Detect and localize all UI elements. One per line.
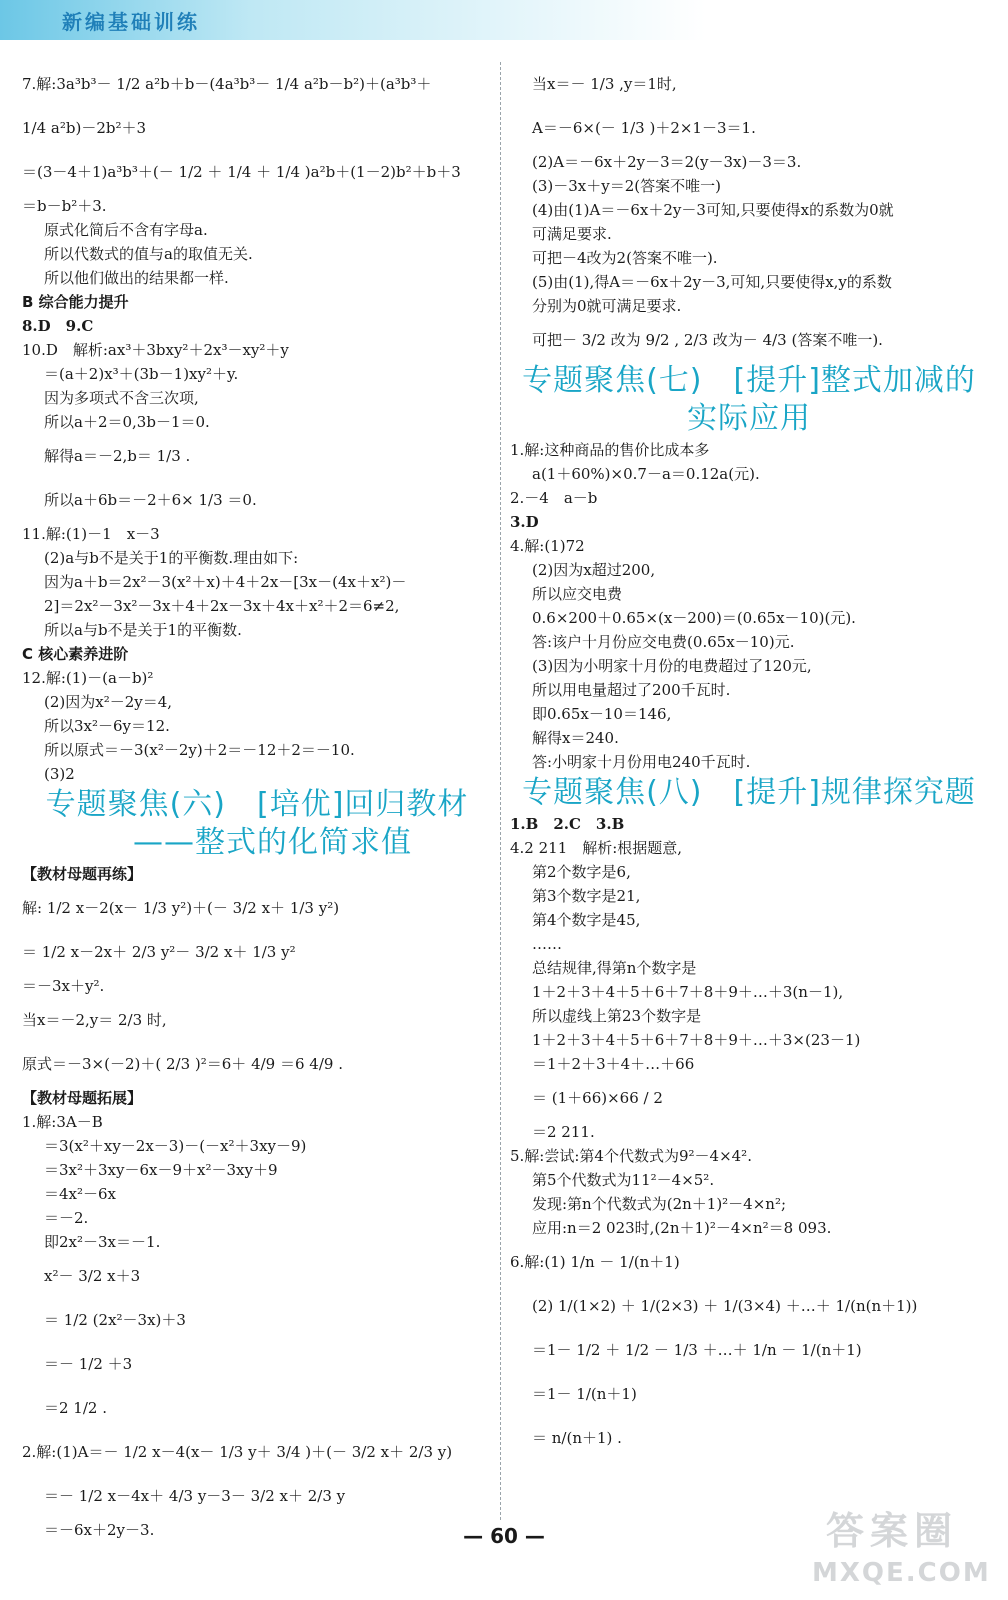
answer-line: 即2x²－3x＝－1. xyxy=(44,1233,161,1251)
answer-line: 3.D xyxy=(510,513,539,531)
answer-line: 当x＝－ 1/3 ,y＝1时, xyxy=(532,75,677,93)
answer-line: 1.B 2.C 3.B xyxy=(510,815,625,833)
answer-line: (5)由(1),得A＝－6x＋2y－3,可知,只要使得x,y的系数 xyxy=(532,273,892,291)
section-title: 专题聚焦(六) [培优]回归教材 xyxy=(45,787,469,822)
answer-line: 1＋2＋3＋4＋5＋6＋7＋8＋9＋…＋3(n－1), xyxy=(532,983,844,1001)
answer-line: 所以3x²－6y＝12. xyxy=(44,717,170,735)
answer-line: 【教材母题再练】 xyxy=(22,865,143,883)
subsection-heading: C 核心素养进阶 xyxy=(22,645,129,663)
answer-line: a(1＋60%)×0.7－a＝0.12a(元). xyxy=(532,465,760,483)
answer-line: ＝3(x²＋xy－2x－3)－(－x²＋3xy－9) xyxy=(44,1137,307,1155)
answer-line: 当x＝－2,y＝ 2/3 时, xyxy=(22,1011,167,1029)
answer-line: 第3个数字是21, xyxy=(532,887,641,905)
watermark-bottom-text: MXQE.COM xyxy=(812,1558,991,1588)
answer-line: 6.解:(1) 1/n － 1/(n＋1) xyxy=(510,1253,680,1271)
answer-line: (2)a与b不是关于1的平衡数.理由如下: xyxy=(44,549,299,567)
answer-line: 第2个数字是6, xyxy=(532,863,631,881)
answer-line: 因为多项式不含三次项, xyxy=(44,389,199,407)
answer-line: (2)A＝－6x＋2y－3＝2(y－3x)－3＝3. xyxy=(532,153,802,171)
answer-line: 分别为0就可满足要求. xyxy=(532,297,682,315)
answer-line: 10.D 解析:ax³＋3bxy²＋2x³－xy²＋y xyxy=(22,341,289,359)
answer-line: (3)因为小明家十月份的电费超过了120元, xyxy=(532,657,812,675)
answer-line: ＝2 1/2 . xyxy=(44,1399,107,1417)
answer-line: 1/4 a²b)－2b²＋3 xyxy=(22,119,147,137)
answer-line: ＝b－b²＋3. xyxy=(22,197,107,215)
answer-line: 2.解:(1)A＝－ 1/2 x－4(x－ 1/3 y＋ 3/4 )＋(－ 3/2 x＋ 2/3 y) xyxy=(22,1443,453,1461)
answer-line: 0.6×200＋0.65×(x－200)＝(0.65x－10)(元). xyxy=(532,609,856,627)
section-title: 实际应用 xyxy=(687,401,811,436)
answer-line: 因为a＋b＝2x²－3(x²＋x)＋4＋2x－[3x－(4x＋x²)－ xyxy=(44,573,407,591)
column-divider xyxy=(500,62,501,1520)
right-column xyxy=(510,62,988,1460)
answer-line: 原式化简后不含有字母a. xyxy=(44,221,208,239)
answer-line: 第4个数字是45, xyxy=(532,911,641,929)
answer-line: (3)－3x＋y＝2(答案不唯一) xyxy=(532,177,721,195)
page-number: — 60 — xyxy=(463,1524,545,1548)
answer-line: 应用:n＝2 023时,(2n＋1)²－4×n²＝8 093. xyxy=(532,1219,832,1237)
answer-line: 所以应交电费 xyxy=(532,585,623,603)
answer-line: 所以a＋6b＝－2＋6× 1/3 ＝0. xyxy=(44,491,257,509)
answer-line: (4)由(1)A＝－6x＋2y－3可知,只要使得x的系数为0就 xyxy=(532,201,894,219)
answer-line: ＝1＋2＋3＋4＋…＋66 xyxy=(532,1055,695,1073)
section-title: 专题聚焦(七) [提升]整式加减的 xyxy=(522,363,976,398)
answer-line: 总结规律,得第n个数字是 xyxy=(532,959,697,977)
watermark-logo xyxy=(812,1500,1002,1596)
answer-line: 【教材母题拓展】 xyxy=(22,1089,143,1107)
answer-line: 所以虚线上第23个数字是 xyxy=(532,1007,702,1025)
answer-line: 解得x＝240. xyxy=(532,729,619,747)
answer-line: 所以a＋2＝0,3b－1＝0. xyxy=(44,413,210,431)
answer-line: 答:小明家十月份用电240千瓦时. xyxy=(532,753,751,771)
answer-line: 发现:第n个代数式为(2n＋1)²－4×n²; xyxy=(532,1195,787,1213)
answer-line: 11.解:(1)－1 x－3 xyxy=(22,525,160,543)
answer-line: ＝ 1/2 x－2x＋ 2/3 y²－ 3/2 x＋ 1/3 y² xyxy=(22,943,296,961)
subsection-heading: B 综合能力提升 xyxy=(22,293,129,311)
answer-line: 可把－4改为2(答案不唯一). xyxy=(532,249,718,267)
answer-line: A＝－6×(－ 1/3 )＋2×1－3＝1. xyxy=(532,119,756,137)
answer-line: 所以代数式的值与a的取值无关. xyxy=(44,245,253,263)
answer-line: 所以他们做出的结果都一样. xyxy=(44,269,229,287)
answer-line: 解: 1/2 x－2(x－ 1/3 y²)＋(－ 3/2 x＋ 1/3 y²) xyxy=(22,899,340,917)
section-title: ——整式的化简求值 xyxy=(133,825,412,860)
answer-line: ＝－3x＋y². xyxy=(22,977,105,995)
answer-line: 答:该户十月份应交电费(0.65x－10)元. xyxy=(532,633,795,651)
answer-line: 2.－4 a－b xyxy=(510,489,598,507)
answer-line: 4.2 211 解析:根据题意, xyxy=(510,839,683,857)
answer-line: ＝ n/(n＋1) . xyxy=(532,1429,622,1447)
answer-line: 所以用电量超过了200千瓦时. xyxy=(532,681,731,699)
answer-line: ＝－ 1/2 ＋3 xyxy=(44,1355,133,1373)
answer-line: 第5个代数式为11²－4×5². xyxy=(532,1171,715,1189)
answer-line: 12.解:(1)－(a－b)² xyxy=(22,669,154,687)
answer-line: 1.解:3A－B xyxy=(22,1113,103,1131)
answer-line: ＝－2. xyxy=(44,1209,89,1227)
answer-line: ＝3x²＋3xy－6x－9＋x²－3xy＋9 xyxy=(44,1161,278,1179)
answer-line: 可满足要求. xyxy=(532,225,612,243)
answer-line: 所以a与b不是关于1的平衡数. xyxy=(44,621,242,639)
answer-line: 8.D 9.C xyxy=(22,317,94,335)
watermark-top-text: 答案圈 xyxy=(826,1509,959,1553)
answer-line: (2) 1/(1×2) ＋ 1/(2×3) ＋ 1/(3×4) ＋…＋ 1/(n(n＋1)) xyxy=(532,1297,918,1315)
answer-line: (2)因为x²－2y＝4, xyxy=(44,693,173,711)
answer-line: ＝ (1＋66)×66 / 2 xyxy=(532,1089,663,1107)
header-title: 新编基础训练 xyxy=(62,10,200,34)
answer-line: (2)因为x超过200, xyxy=(532,561,656,579)
answer-line: 所以原式＝－3(x²－2y)＋2＝－12＋2＝－10. xyxy=(44,741,355,759)
answer-line: ＝(3－4＋1)a³b³＋(－ 1/2 ＋ 1/4 ＋ 1/4 )a²b＋(1－2)b²＋b＋3 xyxy=(22,163,461,181)
answer-line: 5.解:尝试:第4个代数式为9²－4×4². xyxy=(510,1147,752,1165)
answer-line: ＝1－ 1/(n＋1) xyxy=(532,1385,637,1403)
answer-line: 可把－ 3/2 改为 9/2 , 2/3 改为－ 4/3 (答案不唯一). xyxy=(532,331,883,349)
section-title: 专题聚焦(八) [提升]规律探究题 xyxy=(522,775,976,810)
answer-line: ＝－6x＋2y－3. xyxy=(44,1521,155,1539)
answer-line: ＝－ 1/2 x－4x＋ 4/3 y－3－ 3/2 x＋ 2/3 y xyxy=(44,1487,346,1505)
answer-line: ＝4x²－6x xyxy=(44,1185,117,1203)
answer-line: 即0.65x－10＝146, xyxy=(532,705,672,723)
answer-line: ＝ 1/2 (2x²－3x)＋3 xyxy=(44,1311,186,1329)
answer-line: 原式＝－3×(－2)＋( 2/3 )²＝6＋ 4/9 ＝6 4/9 . xyxy=(22,1055,343,1073)
answer-line: 1＋2＋3＋4＋5＋6＋7＋8＋9＋…＋3×(23－1) xyxy=(532,1031,861,1049)
answer-line: ＝2 211. xyxy=(532,1123,595,1141)
answer-line: x²－ 3/2 x＋3 xyxy=(44,1267,141,1285)
answer-line: …… xyxy=(532,935,562,953)
left-column xyxy=(22,62,492,1542)
answer-line: ＝(a＋2)x³＋(3b－1)xy²＋y. xyxy=(44,365,239,383)
answer-line: (3)2 xyxy=(44,765,75,783)
answer-line: 7.解:3a³b³－ 1/2 a²b＋b－(4a³b³－ 1/4 a²b－b²)＋(a³b³＋ xyxy=(22,75,432,93)
answer-line: ＝1－ 1/2 ＋ 1/2 － 1/3 ＋…＋ 1/n － 1/(n＋1) xyxy=(532,1341,862,1359)
answer-line: 1.解:这种商品的售价比成本多 xyxy=(510,441,710,459)
answer-line: 2]＝2x²－3x²－3x＋4＋2x－3x＋4x＋x²＋2＝6≠2, xyxy=(44,597,400,615)
answer-line: 4.解:(1)72 xyxy=(510,537,585,555)
answer-line: 解得a＝－2,b＝ 1/3 . xyxy=(44,447,191,465)
